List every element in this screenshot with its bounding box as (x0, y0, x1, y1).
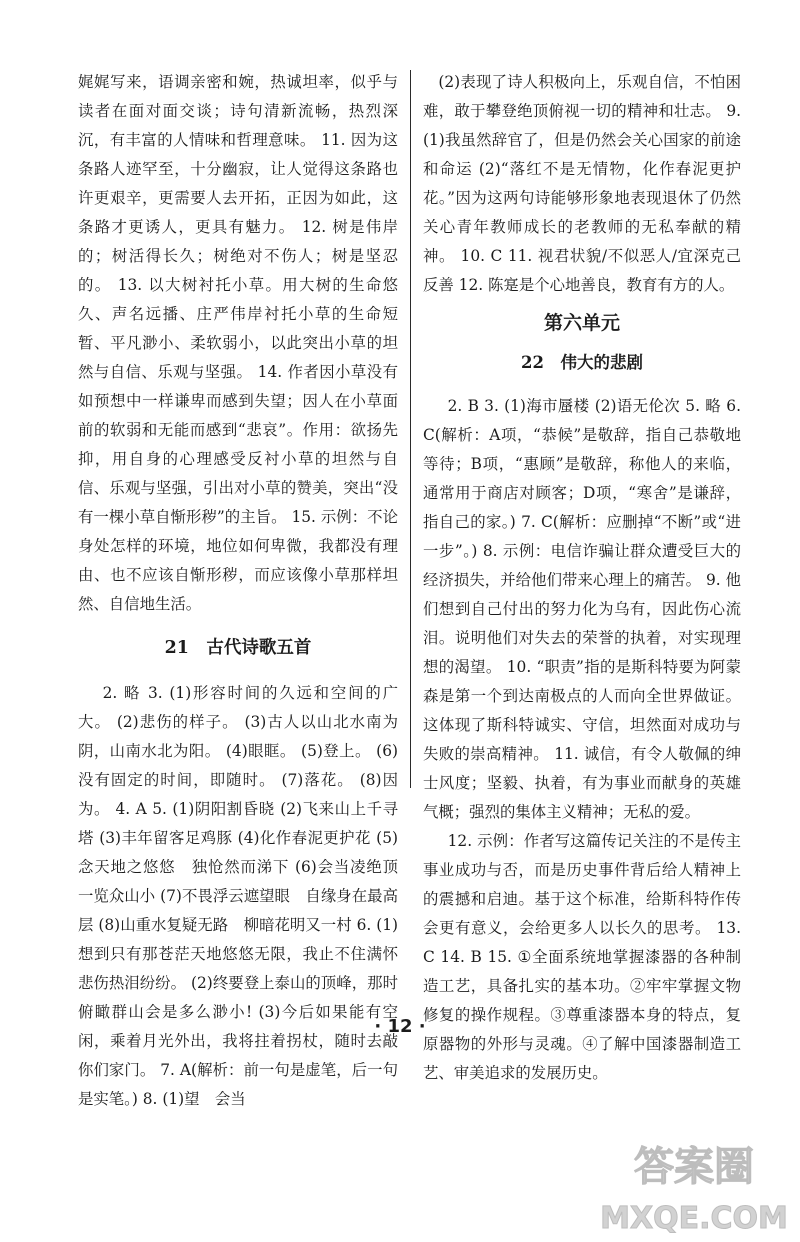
answer-paragraph: 2. B 3. (1)海市蜃楼 (2)语无伦次 5. 略 6. C(解析：A项，“恭候”是敬辞，指自己恭敬地等待；B项，“惠顾”是敬辞，称他人的来临，通常用于商店对顾客；D项，“寒舍”是谦辞，指自己的家。) 7. C(解析：应删掉“不断”或“进一步”。) 8. 示例：电信诈骗让群众遭受巨大的经济损失，并给他们带来心理上的痛苦。 9. 他们想到自己付出的努力化为乌有，因此伤心流泪。说明他们对失去的荣誉的执着，对实现理想的渴望。 10. “职责”指的是斯科特要为阿蒙森是第一个到达南极点的人而向全世界做证。这体现了斯科特诚实、守信，坦然面对成功与失败的崇高精神。 11. 诚信，有令人敬佩的绅士风度；坚毅、执着，有为事业而献身的英雄气概；强烈的集体主义精神；无私的爱。 (423, 397, 741, 821)
column-divider (410, 70, 411, 788)
answer-paragraph: 娓娓写来，语调亲密和婉，热诚坦率，似乎与读者在面对面交谈；诗句清新流畅，热烈深沉，有丰富的人情味和哲理意味。 11. 因为这条路人迹罕至，十分幽寂，让人觉得这条路也许更艰辛，更需要人去开拓，正因为如此，这条路才更诱人，更具有魅力。 12. 树是伟岸的；树活得长久；树绝对不伤人；树是坚忍的。 13. 以大树衬托小草。用大树的生命悠久、声名远播、庄严伟岸衬托小草的生命短暂、平凡渺小、柔软弱小，以此突出小草的坦然与自信、乐观与坚强。 14. 作者因小草没有如预想中一样谦卑而感到失望；因人在小草面前的软弱和无能而感到“悲哀”。作用：欲扬先抑，用自身的心理感受反衬小草的坦然与自信、乐观与坚强，引出对小草的赞美，突出“没有一棵小草自惭形秽”的主旨。 15. 示例：不论身处怎样的环境，地位如何卑微，我都没有理由、也不应该自惭形秽，而应该像小草那样坦然、自信地生活。 (78, 73, 398, 613)
watermark-title: 答案圈 (634, 1144, 754, 1190)
section-title: 21 古代诗歌五首 (164, 638, 312, 658)
unit-title: 第六单元 (543, 312, 620, 334)
watermark-logo (594, 1128, 794, 1240)
answer-paragraph: (2)表现了诗人积极向上，乐观自信，不怕困难，敢于攀登绝顶俯视一切的精神和壮志。 9. (1)我虽然辞官了，但是仍然会关心国家的前途和命运 (2)“落红不是无情物，化作春泥更护花。”因为这两句诗能够形象地表现退休了仍然关心青年教师成长的老教师的无私奉献的精神。 10. C 11. 视君状貌/不似恶人/宜深克己反善 12. 陈寔是个心地善良，教育有方的人。 (423, 73, 741, 294)
answer-paragraph: 2. 略 3. (1)形容时间的久远和空间的广大。 (2)悲伤的样子。 (3)古人以山北水南为阴，山南水北为阳。 (4)眼眶。 (5)登上。 (6)没有固定的时间，即随时。 (7)落花。 (8)因为。 4. A 5. (1)阴阳割昏晓 (2)飞来山上千寻塔 (3)丰年留客足鸡豚 (4)化作春泥更护花 (5)念天地之悠悠 独怆然而涕下 (6)会当凌绝顶 一览众山小 (7)不畏浮云遮望眼 自缘身在最高层 (8)山重水复疑无路 柳暗花明又一村 6. (1)想到只有那苍茫天地悠悠无限，我止不住满怀悲伤热泪纷纷。 (2)终要登上泰山的顶峰，那时俯瞰群山会是多么渺小! (3)今后如果能有空闲，乘着月光外出，我将拄着拐杖，随时去敲你们家门。 7. A(解析：前一句是虚笔，后一句是实笔。) 8. (1)望 会当 (78, 684, 414, 1108)
right-column (423, 68, 741, 1088)
left-column (78, 68, 414, 1114)
watermark-domain: MXQE.COM (600, 1201, 788, 1236)
page-number: · 12 · (374, 1016, 426, 1037)
answer-paragraph: 12. 示例：作者写这篇传记关注的不是传主事业成功与否，而是历史事件背后给人精神上的震撼和启迪。基于这个标准，给斯科特作传会更有意义，会给更多人以长久的思考。 13. C 14. B 15. ①全面系统地掌握漆器的各种制造工艺，具备扎实的基本功。②牢牢掌握文物修复的操作规程。③尊重漆器本身的特点，复原器物的外形与灵魂。④了解中国漆器制造工艺、审美追求的发展历史。 (423, 832, 741, 1082)
lesson-title: 22 伟大的悲剧 (521, 353, 643, 372)
